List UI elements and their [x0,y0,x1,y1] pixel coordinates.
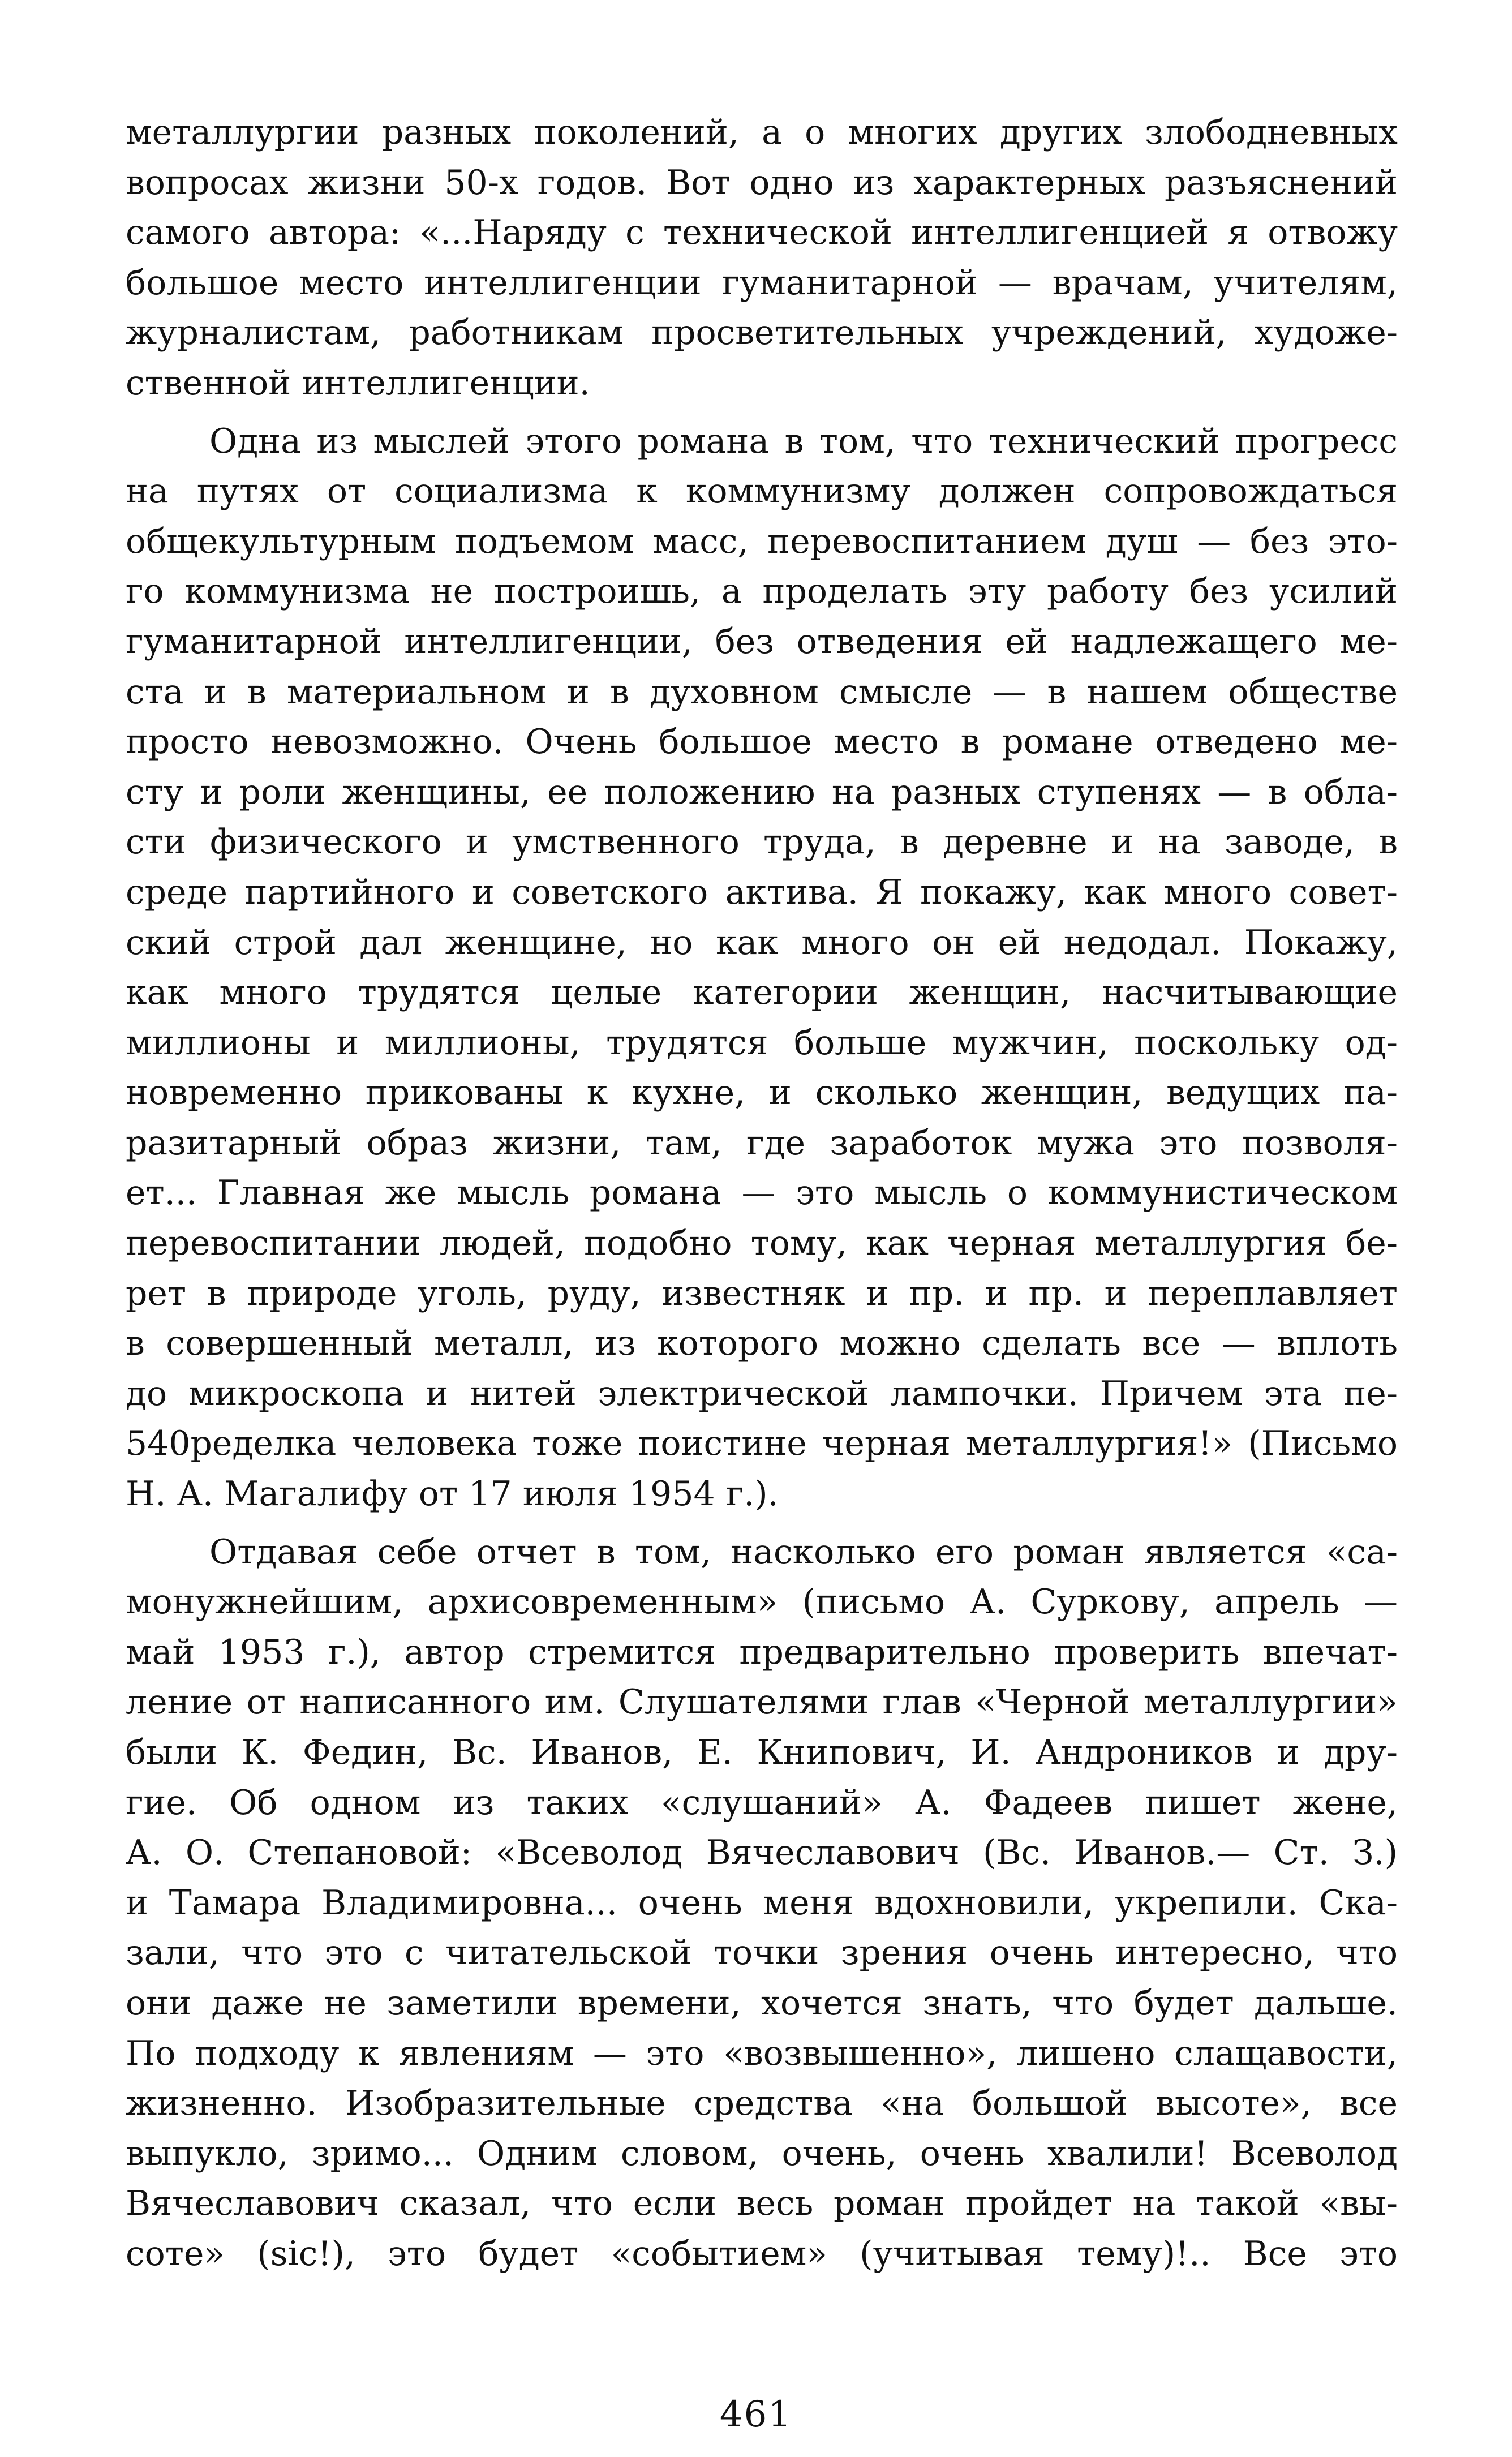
text-line: металлургии разных поколений, а о многих других злободневных [126,113,1398,152]
text-line: ет... Главная же мысль романа — это мысль о коммунистическом [126,1173,1398,1213]
text-line: По подходу к явлениям — это «возвышенно», лишено слащавости, [126,2033,1398,2073]
text-line: журналистам, работникам просветительных учреждений, художе- [126,313,1398,353]
text-line: гуманитарной интеллигенции, без отведения ей надлежащего ме- [126,621,1398,662]
text-line: большое место интеллигенции гуманитарной — врачам, учителям, [126,263,1398,303]
text-line: были К. Федин, Вс. Иванов, Е. Книпович, И. Андроников и дру- [126,1733,1398,1772]
page-text [126,108,1398,2279]
page-number: 461 [719,2394,793,2435]
text-line: рет в природе уголь, руду, известняк и пр. и пр. и переплавляет [126,1273,1398,1313]
text-line: Н. А. Магалифу от 17 июля 1954 г.). [126,1474,779,1514]
text-line: А. О. Степановой: «Всеволод Вячеславович (Вс. Иванов.— Ст. З.) [126,1833,1398,1873]
text-line: и Тамара Владимировна... очень меня вдохновили, укрепили. Ска- [126,1883,1398,1923]
text-line: Вячеславович сказал, что если весь роман пройдет на такой «вы- [126,2184,1398,2224]
text-line: зали, что это с читательской точки зрения очень интересно, что [126,1933,1398,1973]
text-line: май 1953 г.), автор стремится предварительно проверить впечат- [126,1632,1398,1672]
text-line: вопросах жизни 50-х годов. Вот одно из характерных разъяснений [126,162,1398,203]
text-line: сти физического и умственного труда, в деревне и на заводе, в [126,822,1398,862]
text-line: новременно прикованы к кухне, и сколько женщин, ведущих па- [126,1073,1398,1113]
text-line: ста и в материальном и в духовном смысле — в нашем обществе [126,672,1398,712]
text-line: перевоспитании людей, подобно тому, как черная металлургия бе- [126,1223,1398,1264]
text-line: выпукло, зримо... Одним словом, очень, очень хвалили! Всеволод [126,2133,1398,2174]
paragraph-first-line: Отдавая себе отчет в том, насколько его роман является «са- [209,1532,1398,1572]
text-line: самого автора: «...Наряду с технической интеллигенцией я отвожу [126,213,1398,253]
text-line: миллионы и миллионы, трудятся больше мужчин, поскольку од- [126,1023,1398,1063]
text-line: 540ределка человека тоже поистине черная металлургия!» (Письмо [126,1424,1398,1464]
text-line: монужнейшим, архисовременным» (письмо А. Суркову, апрель — [126,1582,1398,1622]
text-line: гие. Об одном из таких «слушаний» А. Фадеев пишет жене, [126,1782,1398,1823]
text-line: го коммунизма не построишь, а проделать эту работу без усилий [126,572,1398,612]
text-line: на путях от социализма к коммунизму должен сопровождаться [126,471,1398,512]
text-line: они даже не заметили времени, хочется знать, что будет дальше. [126,1983,1398,2023]
text-line: ление от написанного им. Слушателями глав «Черной металлургии» [126,1682,1398,1723]
text-line: среде партийного и советского актива. Я покажу, как много совет- [126,872,1398,912]
text-line: до микроскопа и нитей электрической лампочки. Причем эта пе- [126,1373,1398,1414]
paragraph-first-line: Одна из мыслей этого романа в том, что технический прогресс [209,421,1398,461]
text-line: просто невозможно. Очень большое место в романе отведено ме- [126,722,1398,762]
text-line: общекультурным подъемом масс, перевоспитанием душ — без это- [126,521,1398,561]
text-line: ственной интеллигенции. [126,363,590,403]
text-line: ский строй дал женщине, но как много он ей недодал. Покажу, [126,922,1398,963]
text-line: как много трудятся целые категории женщин, насчитывающие [126,973,1398,1013]
text-line: разитарный образ жизни, там, где заработок мужа это позволя- [126,1123,1398,1163]
text-line: жизненно. Изобразительные средства «на большой высоте», все [126,2084,1398,2124]
text-line: в совершенный металл, из которого можно сделать все — вплоть [126,1324,1398,1364]
text-line: соте» (sic!), это будет «событием» (учитывая тему)!.. Все это [126,2233,1398,2274]
text-line: сту и роли женщины, ее положению на разных ступенях — в обла- [126,772,1398,812]
